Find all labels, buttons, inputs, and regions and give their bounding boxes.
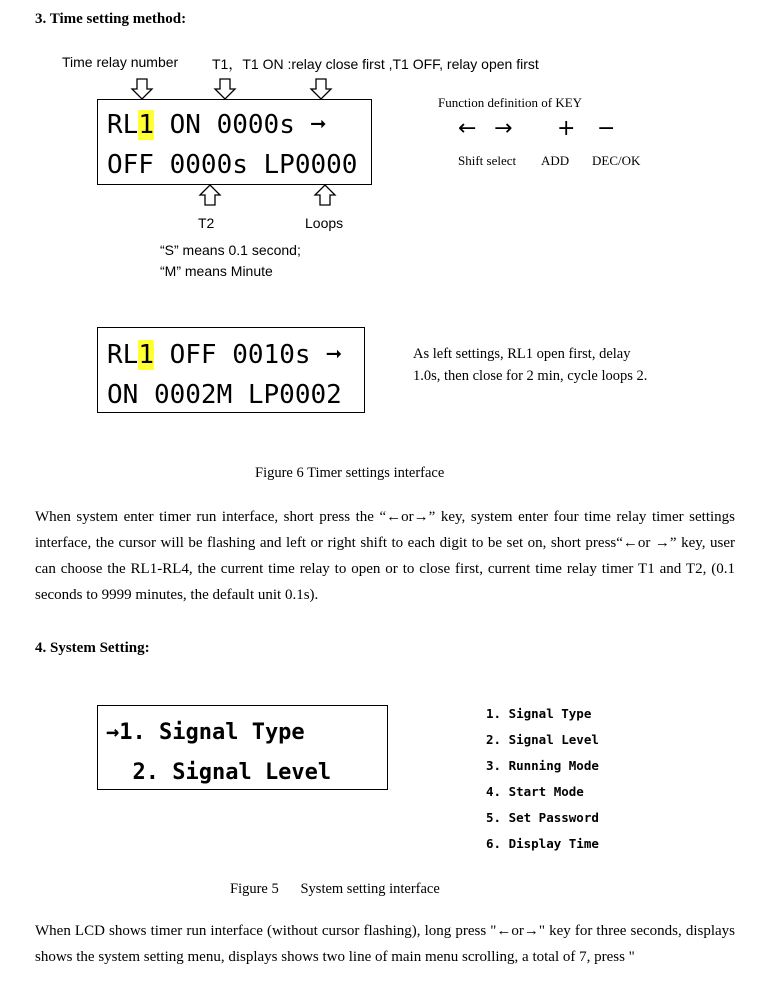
figure-6-caption: Figure 6 Timer settings interface bbox=[255, 465, 445, 481]
menu-item: 2. Signal Level bbox=[486, 732, 599, 747]
lcd-line-2: ON 0002M LP0002 bbox=[107, 380, 342, 410]
lcd-example-display bbox=[97, 327, 365, 413]
plus-key-icon: + bbox=[557, 116, 576, 141]
example-description-line-1: As left settings, RL1 open first, delay bbox=[413, 346, 631, 362]
lcd-text: RL bbox=[107, 340, 139, 370]
lcd-line-1 bbox=[107, 110, 326, 140]
minus-key-icon: − bbox=[597, 116, 616, 141]
key-label-dec-ok: DEC/OK bbox=[592, 153, 641, 168]
system-menu-list bbox=[486, 706, 599, 862]
lcd-text: ON 0000s ➞ bbox=[153, 110, 327, 140]
down-arrow-icon bbox=[131, 78, 153, 100]
menu-item: 5. Set Password bbox=[486, 810, 599, 825]
label-loops: Loops bbox=[305, 215, 344, 231]
key-label-shift-select: Shift select bbox=[458, 153, 517, 168]
left-arrow-key-icon: ← bbox=[458, 116, 477, 141]
lcd-cursor: 1 bbox=[138, 340, 154, 370]
lcd-text: RL bbox=[107, 110, 139, 140]
label-time-relay-number: Time relay number bbox=[62, 54, 179, 70]
menu-item: 1. Signal Type bbox=[486, 706, 592, 721]
menu-item: 6. Display Time bbox=[486, 836, 599, 851]
key-definition-title: Function definition of KEY bbox=[438, 95, 583, 110]
down-arrow-icon bbox=[214, 78, 236, 100]
lcd-line-1 bbox=[107, 340, 342, 370]
timer-settings-paragraph: When system enter timer run interface, short press the “←or→” key, system enter four time relay timer settings interface, the cursor will be flashing and left or right shift to each digit to be set on, short press“←or →” key, user can choose the RL1-RL4, the current time relay to open or to close first, current time relay timer T1 and T2, (0.1 seconds to 9999 minutes, the default unit 0.1s). bbox=[35, 509, 735, 603]
figure-5-caption: Figure 5 System setting interface bbox=[230, 881, 440, 897]
lcd-timer-settings-display bbox=[97, 99, 372, 185]
lcd-cursor: 1 bbox=[138, 110, 154, 140]
system-setting-paragraph: When LCD shows timer run interface (without cursor flashing), long press "←or→" key for three seconds, displays shows the system setting menu, displays shows two line of main menu scrolling, a total of 7, press " bbox=[35, 923, 735, 965]
lcd-system-setting-display bbox=[97, 705, 388, 790]
lcd-text: OFF 0010s ➞ bbox=[153, 340, 342, 370]
note-m-unit: “M” means Minute bbox=[160, 263, 273, 279]
menu-item: 3. Running Mode bbox=[486, 758, 599, 773]
right-arrow-key-icon: → bbox=[494, 116, 513, 141]
label-t1-description: T1，T1 ON :relay close first ,T1 OFF, relay open first bbox=[212, 56, 539, 72]
lcd-line-2: OFF 0000s LP0000 bbox=[107, 150, 358, 180]
label-t2: T2 bbox=[198, 215, 215, 231]
section-3-heading: 3. Time setting method: bbox=[35, 11, 187, 27]
note-s-unit: “S” means 0.1 second; bbox=[160, 242, 301, 258]
example-description-line-2: 1.0s, then close for 2 min, cycle loops 2. bbox=[413, 368, 648, 384]
key-label-add: ADD bbox=[541, 153, 570, 168]
lcd-line-2: 2. Signal Level bbox=[106, 760, 332, 785]
down-arrow-icon bbox=[310, 78, 332, 100]
lcd-line-1: →1. Signal Type bbox=[106, 720, 305, 745]
up-arrow-icon bbox=[199, 184, 221, 206]
section-4-heading: 4. System Setting: bbox=[35, 640, 150, 656]
menu-item: 4. Start Mode bbox=[486, 784, 584, 799]
up-arrow-icon bbox=[314, 184, 336, 206]
